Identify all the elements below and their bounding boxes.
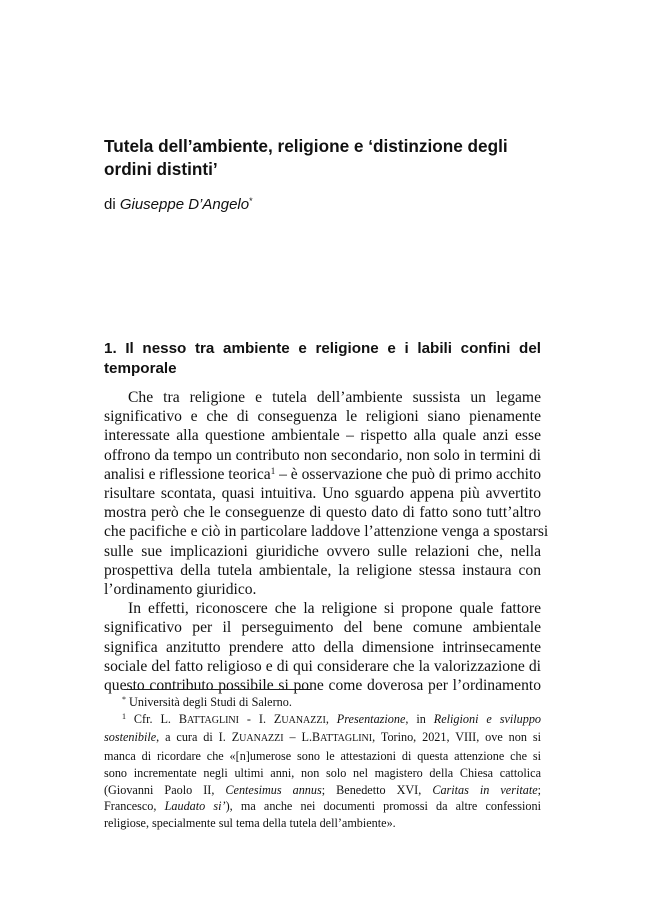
body-line: che pacifiche e ciò in particolare laddove l’attenzione venga a spostarsi (104, 523, 549, 541)
footnote-text: ; Benedetto XVI, (321, 782, 433, 797)
body-line-part: analisi e riflessione teorica (104, 465, 271, 483)
footnote-ref-1: 1 (270, 465, 276, 476)
footnote-italic: sostenibile (104, 730, 157, 745)
footnote-italic: Laudato si’ (164, 799, 226, 814)
body-line: Che tra religione e tutela dell’ambiente sussista un legame (128, 389, 541, 406)
body-line: risultare scontata, quasi intuitiva. Uno sguardo appena più avvertito (104, 485, 541, 503)
body-line-part: – è osservazione che può di primo acchito (275, 465, 542, 483)
section-heading-line-1: 1. Il nesso tra ambiente e religione e i labili confini del (104, 340, 541, 357)
footnote-smallcaps: ATTAGLINI (320, 733, 373, 745)
footnote-italic: Presentazione (336, 711, 406, 726)
footnote-star (104, 694, 541, 711)
footnote-1-line: sono incrementate negli ultimi anni, non solo nel magistero della Chiesa cattolica (104, 765, 541, 780)
body-line: offrono da tempo un contributo non secondario, non solo in termini di (104, 446, 541, 464)
footnote-smallcaps: UANAZZI (239, 733, 284, 745)
footnote-text: ; (537, 782, 542, 797)
body-line: prospettiva della tutela ambientale, la religione stessa instaura con (104, 561, 541, 579)
footnote-italic: Caritas in veritate (432, 782, 538, 797)
author-line (104, 196, 253, 214)
footnote-mark: * (122, 695, 126, 704)
body-line: mostra però che le conseguenze di questo dato di fatto sono tutt’altro (104, 504, 541, 522)
body-line: significativo e che di conseguenza le religioni siano pienamente (104, 408, 541, 426)
footnote-text: (Giovanni Paolo II, (104, 782, 226, 797)
footnotes (104, 694, 541, 832)
footnote-text: - I. Z (238, 711, 282, 726)
footnote-1-line: manca di ricordare che «[n]umerose sono le attestazioni di questa attenzione che si (104, 749, 541, 764)
body-text (104, 388, 549, 695)
section-heading-line-2: temporale (104, 360, 177, 377)
body-line: significativo per il perseguimento del bene comune ambientale (104, 619, 541, 637)
author-footnote-mark: * (249, 196, 253, 206)
footnote-text: Francesco, (104, 799, 165, 814)
footnote-text: , a cura di I. Z (156, 730, 240, 745)
footnote-text: , (325, 711, 337, 726)
footnote-text: Università degli Studi di Salerno. (126, 695, 292, 709)
footnote-text: , Torino, 2021, VIII, ove non si (372, 730, 541, 745)
footnote-italic: Religioni e sviluppo (433, 711, 542, 726)
footnote-1-line (104, 782, 541, 799)
footnote-separator (124, 689, 310, 690)
body-line: l’ordinamento giuridico. (104, 581, 257, 599)
footnote-smallcaps: ATTAGLINI (187, 714, 239, 726)
footnote-italic: Centesimus annus (225, 782, 322, 797)
footnote-text: ), ma anche nei documenti promossi da altre confessioni (225, 799, 541, 814)
body-line: In effetti, riconoscere che la religione si propone quale fattore (128, 600, 541, 618)
footnote-mark: 1 (122, 711, 126, 721)
article-title: Tutela dell’ambiente, religione e ‘distinzione degli ordini distinti’ (104, 136, 508, 179)
footnote-text: , in (405, 711, 434, 726)
body-line: sulle sue implicazioni giuridiche ovvero sulle relazioni che, nella (104, 542, 541, 560)
author-name: Giuseppe D’Angelo (119, 196, 250, 213)
body-line (104, 465, 541, 484)
footnote-text: Cfr. L. B (126, 711, 188, 726)
footnote-text: – L.B (283, 730, 321, 745)
section-heading (104, 339, 541, 379)
body-line: questo contributo possibile si pone come doverosa per l’ordinamento (104, 677, 541, 695)
body-line: sociale del fatto religioso e di qui considerare che la valorizzazione di (104, 657, 541, 675)
footnote-smallcaps: UANAZZI (281, 714, 326, 726)
author-prefix: di (104, 196, 120, 213)
body-line: interessate alla questione ambientale – rispetto alla quale anzi esse (104, 427, 541, 445)
footnote-1-line (104, 729, 541, 748)
footnote-1-line (104, 798, 541, 815)
body-line: significa anzitutto prendere atto della dimensione intrinsecamente (104, 638, 541, 656)
footnote-1-line: religiose, specialmente sul tema della tutela dell’ambiente». (104, 815, 396, 830)
footnote-1-line (104, 711, 541, 730)
